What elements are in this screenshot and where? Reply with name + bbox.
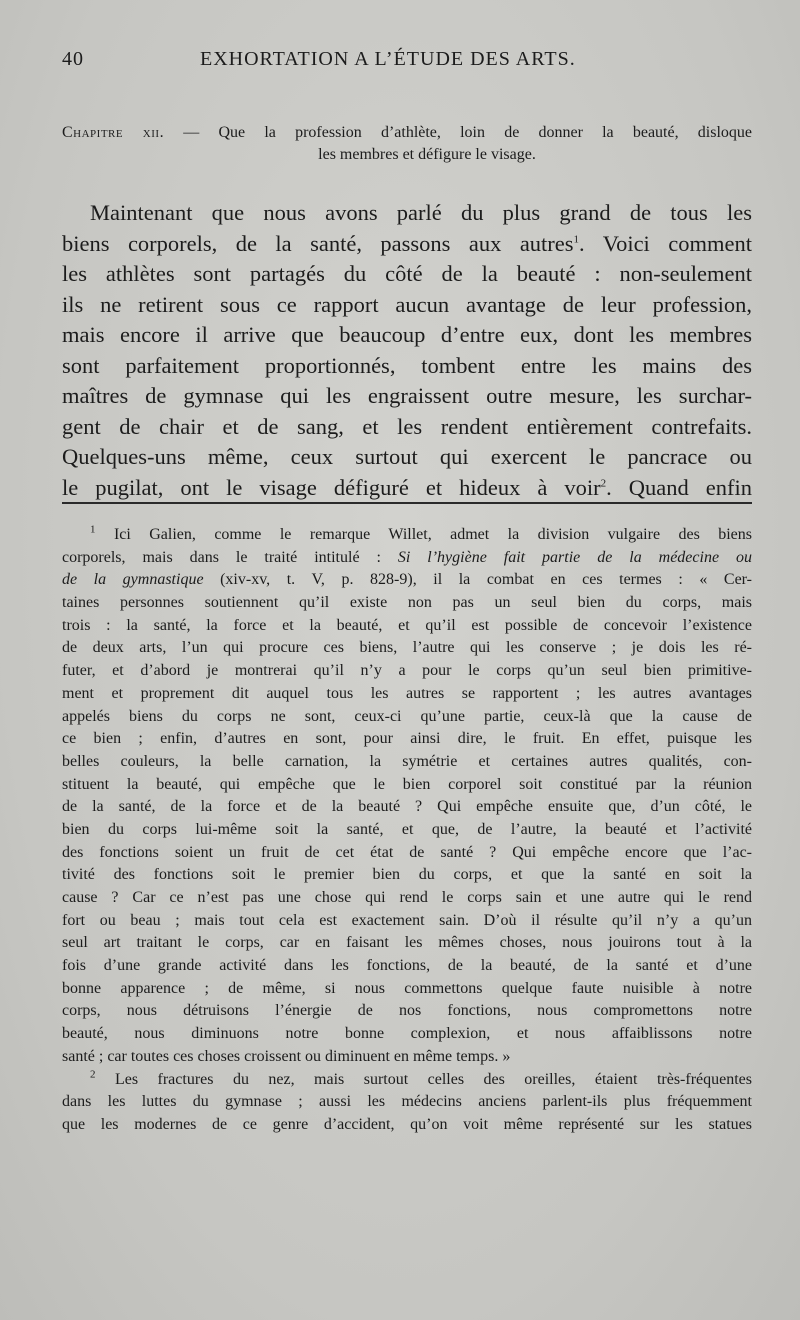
footnote-line — [62, 547, 752, 570]
footnote-ref-1[interactable]: 1 — [573, 233, 580, 245]
text-line: Maintenant que nous avons parlé du plus grand de tous les — [90, 200, 752, 225]
chapter-heading — [62, 122, 752, 166]
footnote-line: fort ou beau ; mais tout cela est exactement sain. D’où il résulte qu’il n’y a qu’un — [62, 911, 752, 929]
text-line: mais encore il arrive que beaucoup d’entre eux, dont les membres — [62, 322, 752, 347]
footnote-line — [62, 569, 752, 592]
footnote-line: que les modernes de ce genre d’accident, qu’on voit même représenté sur les statues — [62, 1115, 752, 1133]
text-segment: Les fractures du nez, mais surtout celles des oreilles, étaient très-fréquentes — [114, 1070, 752, 1088]
text-segment: corporels, mais dans le traité intitulé : — [62, 548, 398, 566]
footnote-ref-2[interactable]: 2 — [600, 477, 607, 489]
footnote-line: beauté, nous diminuons notre bonne complexion, et nous affaiblissons notre — [62, 1025, 752, 1043]
chapter-heading-line-1 — [62, 122, 752, 144]
footnote-line: trois : la santé, la force et la beauté, et qu’il est possible de concevoir l’existence — [62, 616, 752, 634]
text-segment: . Voici comment — [579, 230, 752, 256]
footnote-line: corps, nous détruisons l’énergie de nos fonctions, nous compromettons notre — [62, 1002, 752, 1020]
text-segment: biens corporels, de la santé, passons aux autres — [62, 230, 574, 256]
footnote-line: dans les luttes du gymnase ; aussi les médecins anciens parlent-ils plus fréquemment — [62, 1093, 752, 1111]
footnote-line: appelés biens du corps ne sont, ceux-ci qu’une partie, ceux-là que la cause de — [62, 707, 752, 725]
footnote-line: seul art traitant le corps, car en faisant les mêmes choses, nous jouirons tout à la — [62, 934, 752, 952]
footnote-line: santé ; car toutes ces choses croissent ou diminuent en même temps. » — [62, 1047, 511, 1065]
footnote-line: des fonctions soient un fruit de cet état de santé ? Qui empêche encore que l’ac- — [62, 843, 752, 861]
chapter-heading-line-2: les membres et défigure le visage. — [318, 146, 536, 163]
text-segment: Ici Galien, comme le remarque Willet, admet la division vulgaire des biens — [113, 526, 752, 543]
footnote-line: de la santé, de la force et de la beauté ? Qui empêche ensuite que, d’un côté, le — [62, 798, 752, 816]
running-head — [62, 48, 752, 78]
footnotes — [62, 524, 752, 1137]
footnote-line: cause ? Car ce n’est pas une chose qui rend le corps sain et une autre qui le rend — [62, 889, 752, 906]
running-title: EXHORTATION A L’ÉTUDE DES ARTS. — [200, 48, 576, 70]
text-line: sont parfaitement proportionnés, tombent entre les mains des — [62, 352, 752, 378]
chapter-title-part-1: — Que la profession d’athlète, loin de donner la beauté, disloque — [183, 124, 753, 141]
footnote-mark-1: 1 — [90, 524, 96, 536]
footnote-line: de deux arts, l’un qui procure ces biens, l’autre qui les conserve ; je dois les ré- — [62, 639, 752, 657]
chapter-label: Chapitre xii. — [62, 124, 165, 141]
text-line: les athlètes sont partagés du côté de la beauté : non-seulement — [62, 261, 752, 286]
text-line: ils ne retirent sous ce rapport aucun avantage de leur profession, — [62, 291, 752, 317]
text-line: maîtres de gymnase qui les engraissent outre mesure, les surchar- — [62, 383, 752, 408]
text-line — [62, 229, 752, 260]
footnote-line — [62, 1069, 752, 1092]
text-segment: le pugilat, ont le visage défiguré et hideux à voir — [62, 474, 601, 500]
footnote-mark-2: 2 — [90, 1068, 96, 1081]
footnote-divider — [62, 502, 752, 504]
footnote-line: taines personnes soutiennent qu’il existe non pas un seul bien du corps, mais — [62, 594, 752, 612]
footnote-line: belles couleurs, la belle carnation, la symétrie et certaines autres qualités, con- — [62, 752, 752, 770]
footnote-line: fois d’une grande activité dans les fonctions, de la beauté, de la santé et d’une — [62, 957, 752, 975]
work-title: de la gymnastique — [62, 571, 204, 589]
text-segment: . Quand enfin — [606, 474, 752, 500]
footnote-line: ment et proprement dit auquel tous les autres se rapportent ; les autres avantages — [62, 684, 752, 702]
text-line — [62, 473, 752, 504]
footnote-line — [62, 524, 752, 547]
footnote-line: tivité des fonctions soit le premier bien du corps, et que la santé en soit la — [62, 866, 752, 884]
text-line: gent de chair et de sang, et les rendent entièrement contrefaits. — [62, 413, 752, 439]
text-line: Quelques-uns même, ceux surtout qui exercent le pancrace ou — [62, 444, 752, 469]
footnote-line: stituent la beauté, qui empêche que le bien corporel soit constitué par la réunion — [62, 775, 752, 793]
page-number: 40 — [62, 48, 84, 70]
main-text — [62, 198, 752, 503]
footnote-line: futer, et d’abord je montrerai qu’il n’y a pour le corps qu’un seul bien primitive- — [62, 662, 752, 680]
footnote-line: bien du corps lui-même soit la santé, et que, de l’autre, la beauté et l’activité — [62, 820, 752, 838]
footnote-line: bonne apparence ; de même, si nous commettons quelque faute nuisible à notre — [62, 979, 752, 997]
work-title: Si l’hygiène fait partie de la médecine ou — [397, 548, 752, 566]
footnote-line: ce bien ; enfin, d’autres en sont, pour ainsi dire, le fruit. En effet, puisque les — [62, 730, 752, 748]
text-segment: (xiv-xv, t. V, p. 828-9), il la combat en ces termes : « Cer- — [203, 571, 752, 589]
